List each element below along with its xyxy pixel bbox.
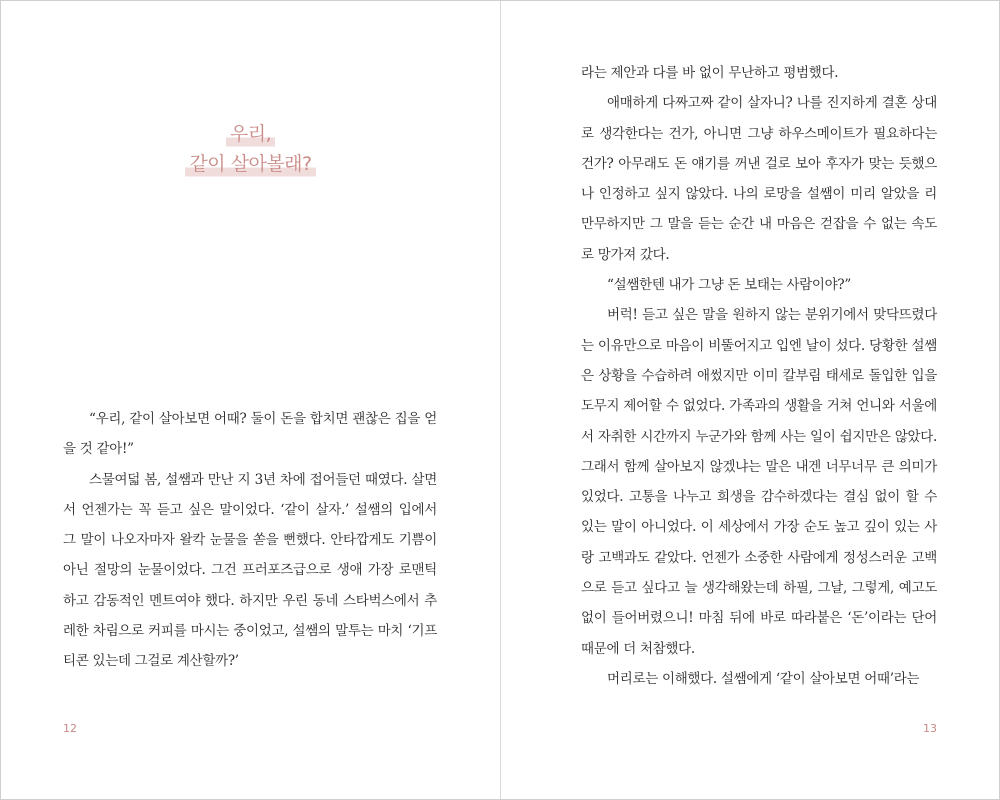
chapter-title bbox=[1, 119, 500, 179]
paragraph: 머리로는 이해했다. 설쌤에게 ‘같이 살아보면 어때’라는 bbox=[607, 670, 920, 687]
chapter-title-line-1: 우리, bbox=[226, 119, 275, 149]
left-body-text bbox=[63, 404, 437, 677]
paragraph: 스물여덟 봄, 설쌤과 만난 지 3년 차에 접어들던 때였다. 살면서 언젠가는 꼭 듣고 싶은 말이었다. ‘같이 살자.’ 설쌤의 입에서 그 말이 나오자마자 왈칵 눈물을 쏟을 뻔했다. 안타깝게도 기쁨이 아닌 절망의 눈물이었다. 그건 프러포즈급으로 생애 가장 로맨틱하고 감동적인 멘트여야 했다. 하지만 우린 동네 스타벅스에서 추레한 차림으로 커피를 마시는 중이었고, 설쌤의 말투는 마치 ‘기프티콘 있는데 그걸로 계산할까?’ bbox=[63, 471, 437, 670]
paragraph: “우리, 같이 살아보면 어때? 둘이 돈을 합치면 괜찮은 집을 얻을 것 같아!” bbox=[63, 411, 437, 458]
paragraph-continued: 라는 제안과 다를 바 없이 무난하고 평범했다. bbox=[581, 65, 839, 81]
chapter-title-line-2: 같이 살아볼래? bbox=[185, 149, 315, 179]
right-body-text bbox=[581, 58, 937, 694]
page-number-right: 13 bbox=[923, 722, 937, 735]
page-number-left: 12 bbox=[63, 722, 77, 735]
paragraph: 애매하게 다짜고짜 같이 살자니? 나를 진지하게 결혼 상대로 생각한다는 건가, 아니면 그냥 하우스메이트가 필요하다는 건가? 아무래도 돈 얘기를 꺼낸 걸로 보아 후자가 맞는 듯했으나 인정하고 싶지 않았다. 나의 로망을 설쌤이 미리 알았을 리 만무하지만 그 말을 듣는 순간 내 마음은 걷잡을 수 없는 속도로 망가져 갔다. bbox=[581, 95, 937, 263]
paragraph: “설쌤한텐 내가 그냥 돈 보태는 사람이야?” bbox=[607, 277, 851, 294]
right-page bbox=[501, 1, 999, 799]
paragraph: 버럭! 듣고 싶은 말을 원하지 않는 분위기에서 맞닥뜨렸다는 이유만으로 마음이 비뚤어지고 입엔 날이 섰다. 당황한 설쌤은 상황을 수습하려 애썼지만 이미 칼부림 태세로 돌입한 입을 도무지 제어할 수 없었다. 가족과의 생활을 거쳐 언니와 서울에서 자취한 시간까지 누군가와 함께 사는 일이 쉽지만은 않았다. 그래서 함께 살아보지 않겠냐는 말은 내겐 너무너무 큰 의미가 있었다. 고통을 나누고 희생을 감수하겠다는 결심 없이 할 수 있는 말이 아니었다. 이 세상에서 가장 순도 높고 깊이 있는 사랑 고백과도 같았다. 언젠가 소중한 사람에게 정성스러운 고백으로 듣고 싶다고 늘 생각해왔는데 하필, 그날, 그렇게, 예고도 없이 들어버렸으니! 마침 뒤에 바로 따라붙은 ‘돈’이라는 단어 때문에 더 처참했다. bbox=[581, 307, 937, 657]
left-page bbox=[1, 1, 500, 799]
